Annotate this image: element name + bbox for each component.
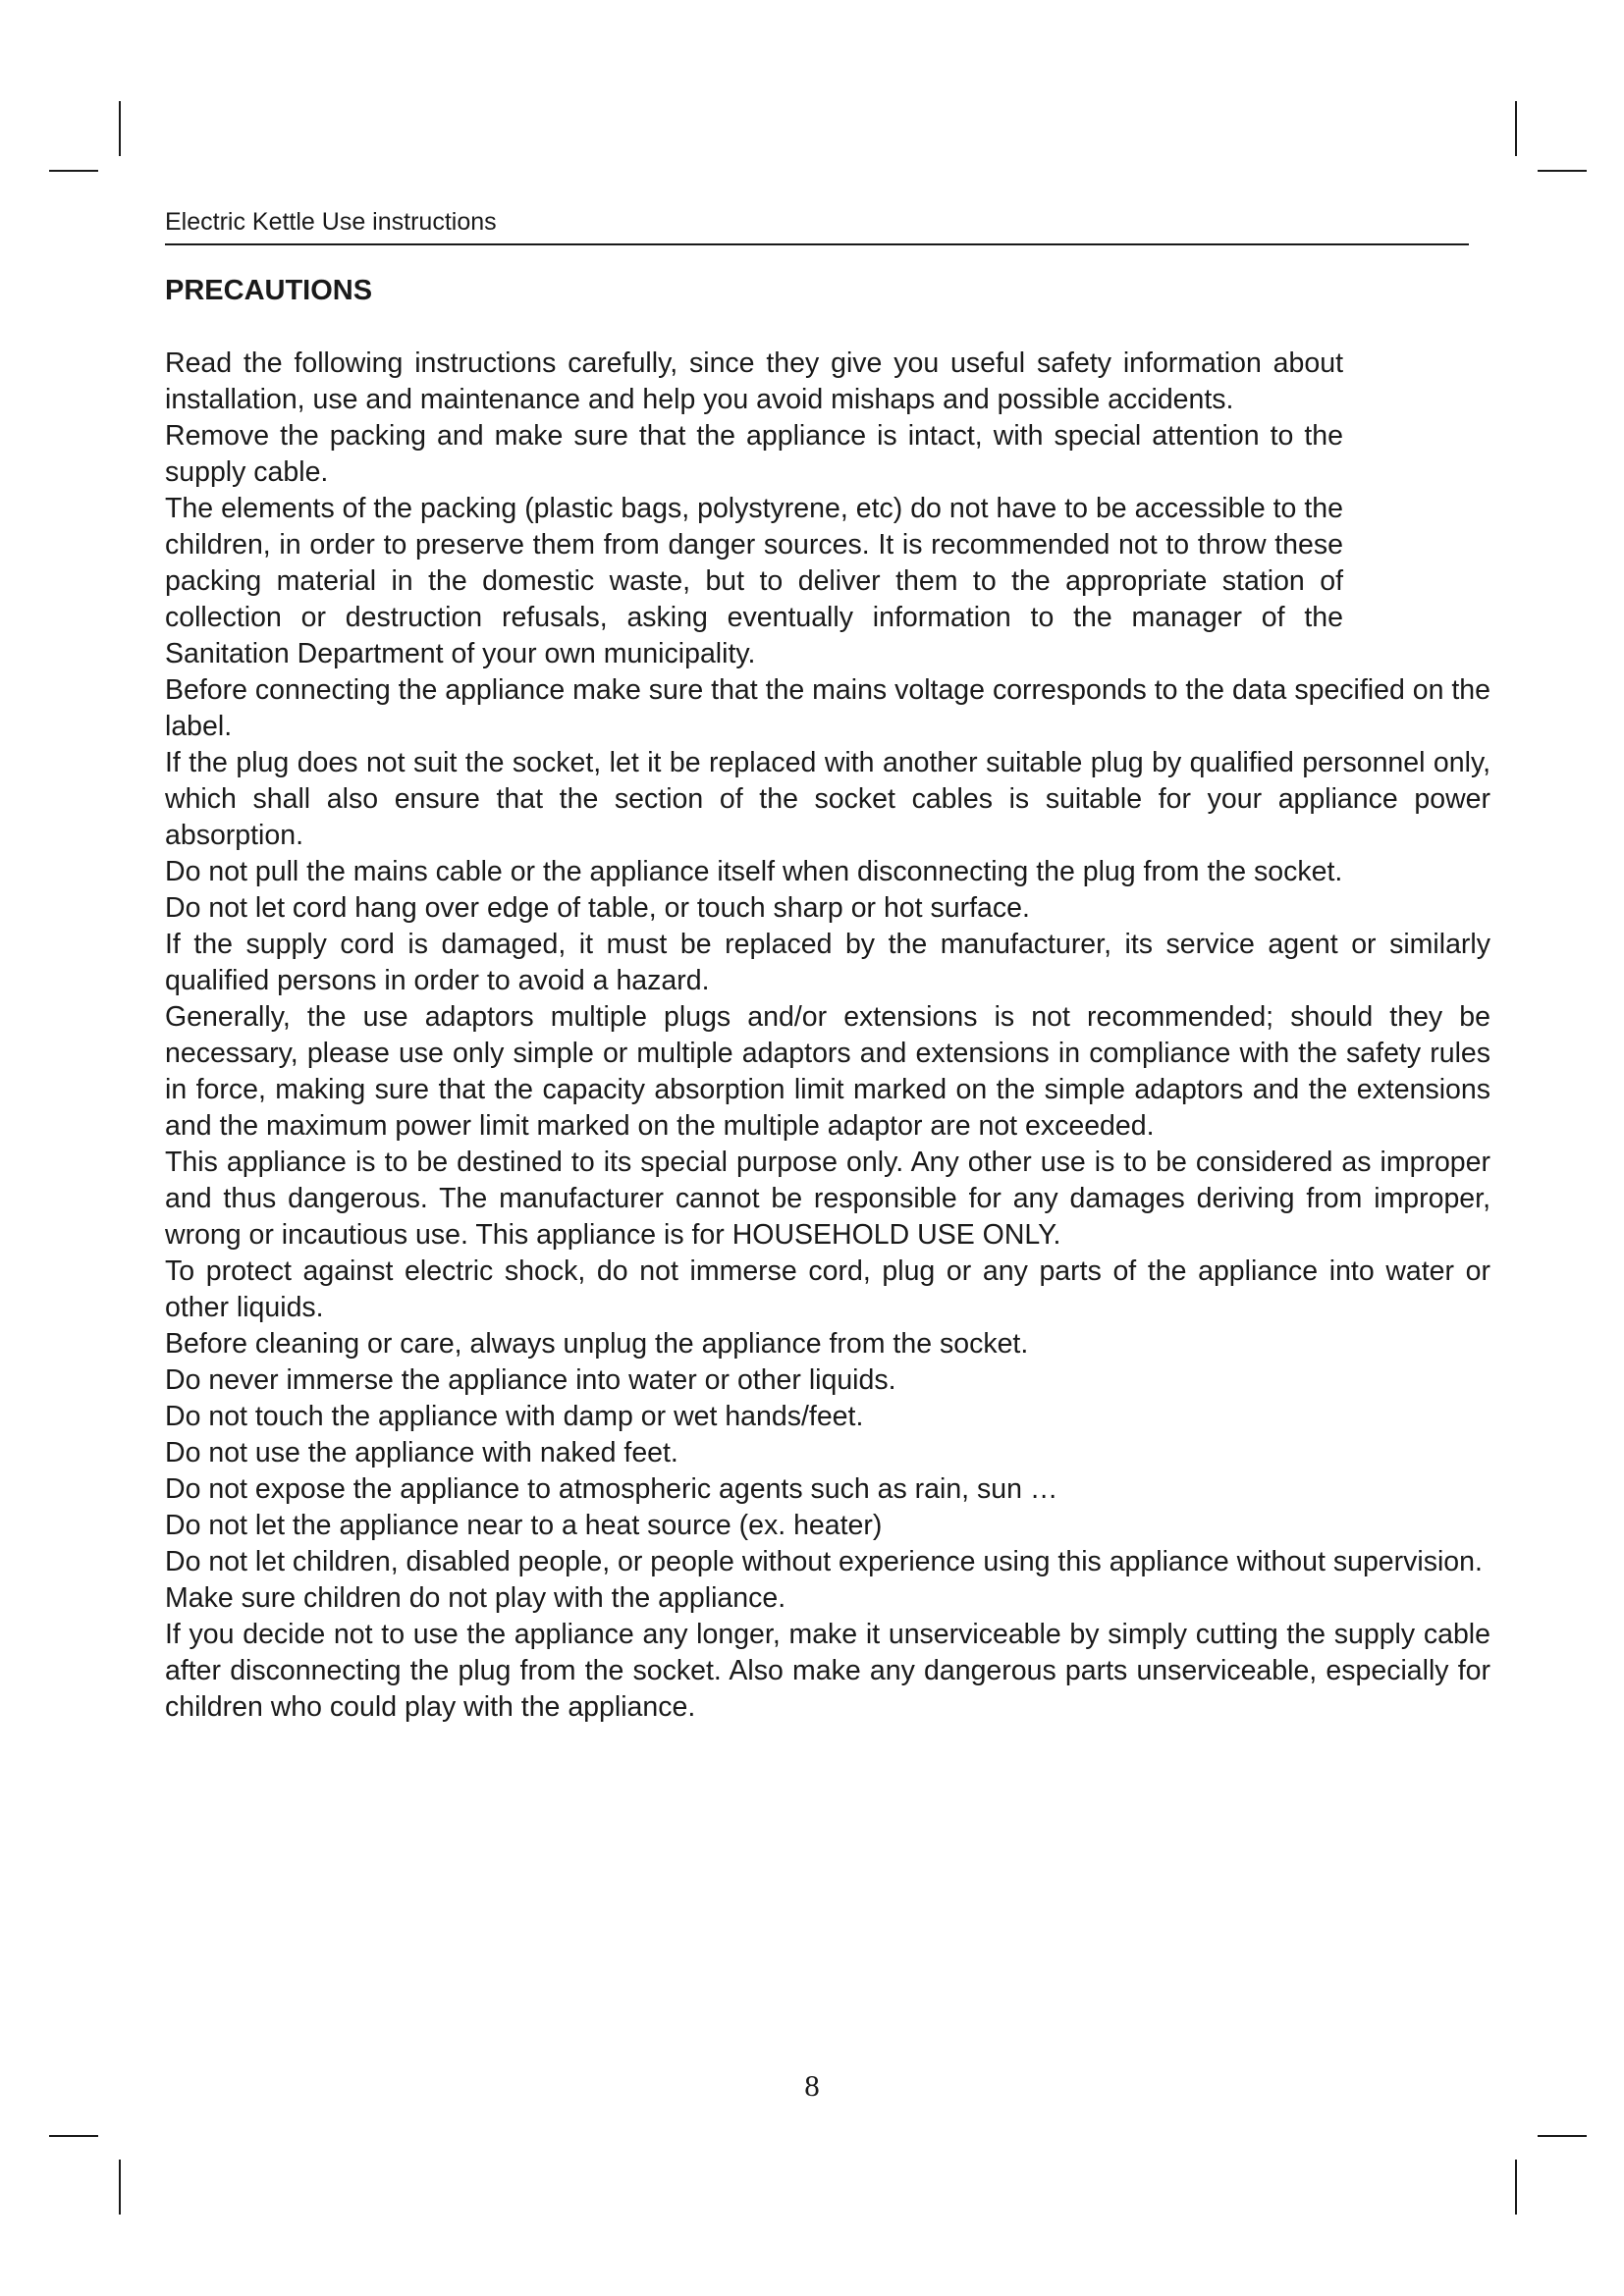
running-header: Electric Kettle Use instructions [165, 206, 1469, 245]
paragraph-damaged-cord: If the supply cord is damaged, it must be replaced by the manufacturer, its service agent or similarly qualified persons in order to avoid a hazard. [165, 929, 1490, 996]
crop-mark-bottom-right-horizontal [1538, 2135, 1587, 2137]
paragraph-atmospheric-agents: Do not expose the appliance to atmospheric agents such as rain, sun … [165, 1473, 1058, 1505]
crop-mark-bottom-right-vertical [1515, 2160, 1517, 2215]
paragraph-heat-source: Do not let the appliance near to a heat source (ex. heater) [165, 1510, 883, 1541]
page-number: 8 [804, 2068, 820, 2103]
paragraph-children-play: Make sure children do not play with the appliance. [165, 1582, 786, 1614]
paragraph-plug-socket: If the plug does not suit the socket, let it be replaced with another suitable plug by qualified personnel only, which shall also ensure that the section of the socket cables is suitable for your appliance power absorption. [165, 747, 1490, 851]
precautions-body [165, 346, 1490, 1726]
paragraph-disposal: If you decide not to use the appliance any longer, make it unserviceable by simply cutting the supply cable after disconnecting the plug from the socket. Also make any dangerous parts unserviceable, especially for children who could play with the appliance. [165, 1619, 1490, 1723]
paragraph-packing-elements: The elements of the packing (plastic bags, polystyrene, etc) do not have to be accessible to the children, in order to preserve them from danger sources. It is recommended not to throw these packing material in the domestic waste, but to deliver them to the appropriate station of collection or destruction refusals, asking eventually information to the manager of the Sanitation Department of your own municipality. [165, 493, 1343, 669]
crop-mark-top-left-horizontal [49, 170, 98, 172]
crop-mark-bottom-left-horizontal [49, 2135, 98, 2137]
paragraph-adaptors: Generally, the use adaptors multiple plugs and/or extensions is not recommended; should they be necessary, please use only simple or multiple adaptors and extensions in compliance with the safety rules in force, making sure that the capacity absorption limit marked on the simple adaptors and the extensions and the maximum power limit marked on the multiple adaptor are not exceeded. [165, 1001, 1490, 1142]
paragraph-electric-shock: To protect against electric shock, do not immerse cord, plug or any parts of the appliance into water or other liquids. [165, 1255, 1490, 1323]
paragraph-unplug-before-cleaning: Before cleaning or care, always unplug the appliance from the socket. [165, 1328, 1029, 1360]
paragraph-naked-feet: Do not use the appliance with naked feet. [165, 1437, 678, 1468]
paragraph-supervision: Do not let children, disabled people, or people without experience using this appliance without supervision. [165, 1546, 1483, 1577]
section-title: PRECAUTIONS [165, 275, 373, 306]
crop-mark-top-left-vertical [119, 101, 121, 156]
crop-mark-top-right-horizontal [1538, 170, 1587, 172]
paragraph-remove-packing: Remove the packing and make sure that the appliance is intact, with special attention to the supply cable. [165, 420, 1343, 488]
paragraph-mains-voltage: Before connecting the appliance make sure that the mains voltage corresponds to the data specified on the label. [165, 674, 1490, 742]
crop-mark-top-right-vertical [1515, 101, 1517, 156]
crop-mark-bottom-left-vertical [119, 2160, 121, 2215]
paragraph-read-instructions: Read the following instructions carefully, since they give you useful safety information about installation, use and maintenance and help you avoid mishaps and possible accidents. [165, 347, 1343, 415]
paragraph-pull-cable: Do not pull the mains cable or the appliance itself when disconnecting the plug from the socket. [165, 856, 1343, 887]
paragraph-wet-hands: Do not touch the appliance with damp or wet hands/feet. [165, 1401, 864, 1432]
paragraph-special-purpose: This appliance is to be destined to its special purpose only. Any other use is to be considered as improper and thus dangerous. The manufacturer cannot be responsible for any damages deriving from improper, wrong or incautious use. This appliance is for HOUSEHOLD USE ONLY. [165, 1147, 1490, 1251]
paragraph-never-immerse: Do never immerse the appliance into water or other liquids. [165, 1364, 896, 1396]
paragraph-cord-edge: Do not let cord hang over edge of table, or touch sharp or hot surface. [165, 892, 1030, 924]
